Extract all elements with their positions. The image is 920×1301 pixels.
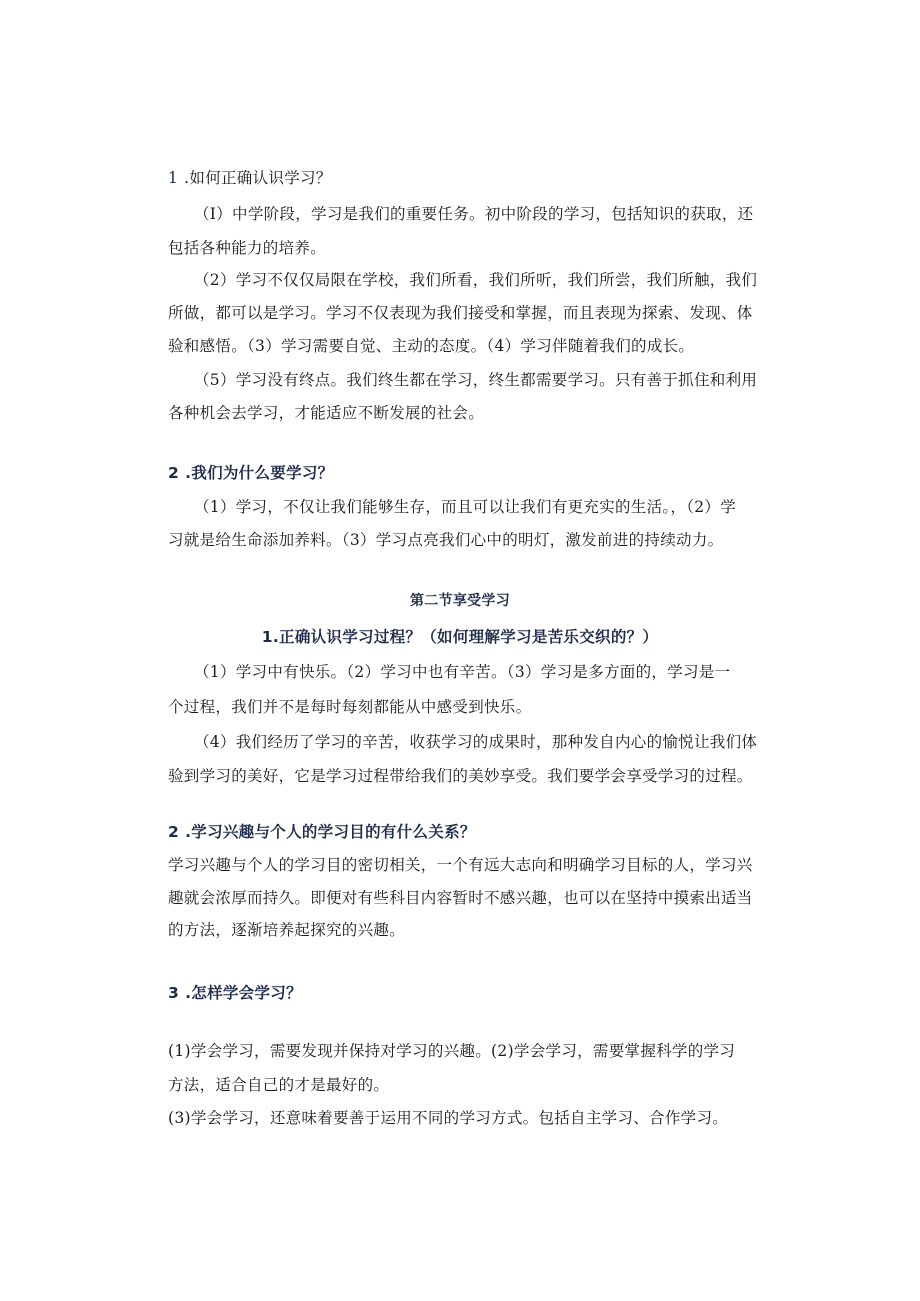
paragraph-line: 所做，都可以是学习。学习不仅表现为我们接受和掌握，而且表现为探索、发现、体 xyxy=(168,304,753,322)
paragraph-line: 方法，适合自己的才是最好的。 xyxy=(168,1076,390,1094)
section-title: 第二节享受学习 xyxy=(409,593,511,609)
paragraph-line: （2）学习不仅仅局限在学校，我们所看，我们所听，我们所尝，我们所触，我们 xyxy=(194,271,758,289)
paragraph-line: 验和感悟。（3）学习需要自觉、主动的态度。（4）学习伴随着我们的成长。 xyxy=(168,337,695,355)
question-text: .学习兴趣与个人的学习目的有什么关系？ xyxy=(185,823,476,841)
paragraph-line: 趣就会浓厚而持久。即便对有些科目内容暂时不感兴趣，也可以在坚持中摸索出适当 xyxy=(168,889,753,907)
paragraph-line: 的方法，逐渐培养起探究的兴趣。 xyxy=(168,921,406,939)
question-text: .怎样学会学习？ xyxy=(185,984,302,1002)
question-number: 2 xyxy=(168,464,180,482)
paragraph-line: 验到学习的美好，它是学习过程带给我们的美妙享受。我们要学会享受学习的过程。 xyxy=(168,767,753,785)
question-heading-3 xyxy=(168,822,758,842)
paragraph-line: 学习兴趣与个人的学习目的密切相关，一个有远大志向和明确学习目标的人，学习兴 xyxy=(168,856,753,874)
paragraph-line: （1）学习中有快乐。（2）学习中也有辛苦。（3）学习是多方面的，学习是一 xyxy=(194,663,731,681)
question-number: 2 xyxy=(168,823,180,841)
paragraph-line: （I）中学阶段，学习是我们的重要任务。初中阶段的学习，包括知识的获取，还 xyxy=(194,205,754,223)
paragraph-line: （4）我们经历了学习的辛苦，收获学习的成果时，那种发自内心的愉悦让我们体 xyxy=(194,733,758,751)
question-text: .我们为什么要学习？ xyxy=(185,464,334,482)
paragraph-line: （1）学习，不仅让我们能够生存，而且可以让我们有更充实的生活。，（2）学 xyxy=(194,498,737,516)
paragraph-line: (3)学会学习，还意味着要善于运用不同的学习方式。包括自主学习、合作学习。 xyxy=(168,1109,729,1127)
question-heading-1 xyxy=(168,168,758,188)
question-number: 3 xyxy=(168,984,180,1002)
paragraph-line: 习就是给生命添加养料。（3）学习点亮我们心中的明灯，激发前进的持续动力。 xyxy=(168,531,724,549)
paragraph-line: 各种机会去学习，才能适应不断发展的社会。 xyxy=(168,404,485,422)
question-text: .如何正确认识学习？ xyxy=(184,169,332,187)
question-number: 1 xyxy=(168,169,179,187)
paragraph-line: 个过程，我们并不是每时每刻都能从中感受到快乐。 xyxy=(168,698,532,716)
question-heading-4 xyxy=(168,983,758,1003)
paragraph-line: (1)学会学习，需要发现并保持对学习的兴趣。(2)学会学习，需要掌握科学的学习 xyxy=(168,1042,736,1060)
question-heading-2 xyxy=(168,463,758,483)
subsection-heading: 1.正确认识学习过程？（如何理解学习是苦乐交织的？） xyxy=(261,628,659,646)
paragraph-line: （5）学习没有终点。我们终生都在学习，终生都需要学习。只有善于抓住和利用 xyxy=(194,371,758,389)
paragraph-line: 包括各种能力的培养。 xyxy=(168,239,327,257)
